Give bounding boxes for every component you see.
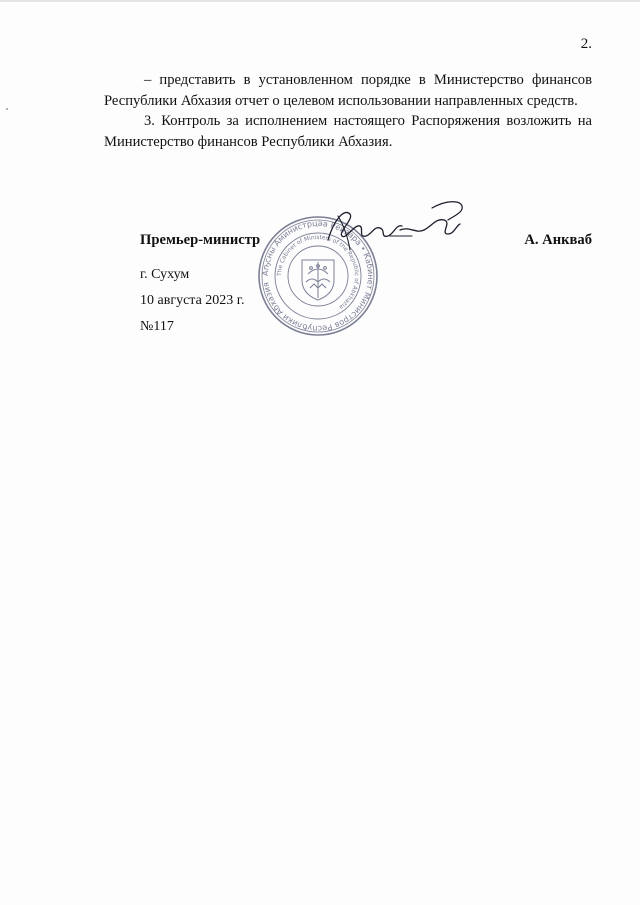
signature-row (140, 232, 592, 254)
signer-title: Премьер-министр (140, 232, 261, 248)
seal-inner-text: The Cabinet of Ministers of the Republic of Abkhazia (276, 234, 360, 310)
body-text (104, 70, 592, 152)
page-number: 2. (580, 36, 592, 52)
seal-outer-text: Аҧсны Аминистрцәа Реизара • Кабинет Министров Республики Абхазия (260, 218, 376, 334)
issue-details (140, 262, 244, 340)
issue-number: №117 (140, 319, 174, 334)
issue-date: 10 августа 2023 г. (140, 293, 245, 308)
scan-mark (6, 108, 8, 110)
signer-name: А. Анкваб (524, 232, 592, 248)
coat-of-arms-icon (302, 260, 334, 300)
issue-place: г. Сухум (140, 267, 190, 282)
scan-edge (0, 0, 640, 2)
paragraph-report: – представить в установленном порядке в Министерство финансов Республики Абхазия отчет о целевом использовании направленных средств. (104, 72, 592, 109)
paragraph-control: 3. Контроль за исполнением настоящего Распоряжения возложить на Министерство финансов Республики Абхазия. (104, 113, 592, 150)
